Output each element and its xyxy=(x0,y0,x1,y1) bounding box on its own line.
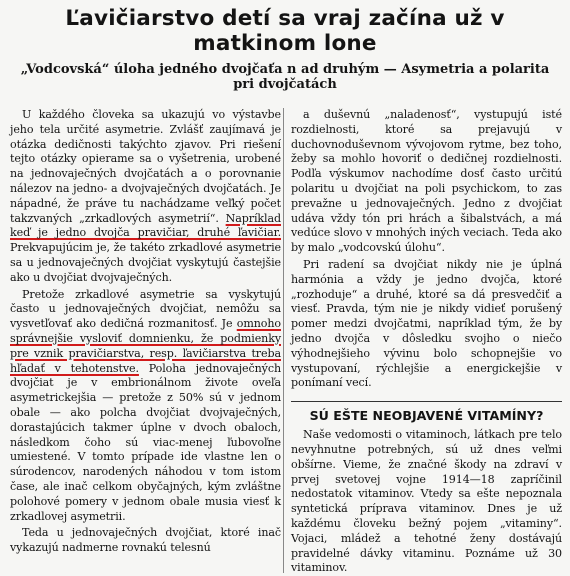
headline: Ľavičiarstvo detí sa vraj začína už v matkinom lone xyxy=(65,6,505,56)
paragraph-2-end: Poloha jednovaječných dvojčiat je v embrionálnom živote oveľa asymetrickejšia — pretože z 50% sú v jednom obale — ako polcha dvojčiat dvojvaječných, dorastajúcich takmer úplne v dvoch obaloch, následkom čoho sú viac-menej ľubovoľne umiestené. V tomto prípade ide vlastne len o súrodencov, narodených náhodou v tom istom čase, ale inač celkom obyčajných, kým zvláštne polohové pomery v jednom obale musia viesť k zrkadlovej asymetrii. xyxy=(10,361,281,523)
section-rule xyxy=(291,401,562,402)
paragraph-2-start: Pretože zrkadlové asymetrie sa vyskytujú často u jednovaječných dvojčiat, nemôžu sa vysvetľovať ako dedičná rozmanitosť. Je xyxy=(10,287,281,331)
highlighted-text-1: Napríklad keď je jedno dvojča pravičiar, druhé ľavičiar. xyxy=(10,211,281,240)
column-right xyxy=(291,108,562,576)
sidebar-body: Naše vedomosti o vitaminoch, látkach pre telo nevyhnutne potrebných, sú už dnes veľmi obšírne. Vieme, že značné škody na zdraví v prvej svetovej vojne 1914—18 zapríčinil nedostatok vitaminov. Vtedy sa ešte nepoznala syntetická príprava vitaminov. Dnes je už každému človeku bežný pojem „vitaminy“. Vojaci, mládež a tehotné ženy dostávajú pravidelné dávky vitaminu. Poznáme už 30 vitaminov. xyxy=(291,428,562,575)
paragraph-2 xyxy=(10,288,281,525)
subheadline: „Vodcovská“ úloha jedného dvojčaťa n ad druhým — Asymetria a polarita pri dvojčatách xyxy=(20,62,550,92)
sidebar-heading: SÚ EŠTE NEOBJAVENÉ VITAMÍNY? xyxy=(309,408,544,424)
highlighted-text-2: omnoho správnejšie vysloviť domnienku, že podmienky pre vznik pravičiarstva, resp. ľavičiarstva treba hľadať v tehotenstve. xyxy=(10,317,281,375)
paragraph-1 xyxy=(10,108,281,286)
paragraph-5: Pri radení sa dvojčiat nikdy nie je úplná harmónia a vždy je jedno dvojča, ktoré „rozhoduje“ a druhé, ktoré sa dá presvedčiť a viesť. Pravda, tým nie je nikdy vidieť porušený pomer medzi dvojčatmi, napríklad tým, že by jedno dvojča v dôsledku svojho o niečo výhodnejšieho vývinu bolo schopnejšie vo vystupovaní, rýchlejšie a energickejšie v ponímaní vecí. xyxy=(291,257,562,390)
paragraph-4: a duševnú „naladenosť“, vystupujú isté rozdielnosti, ktoré sa prejavujú v duchovnoduševnom vývojovom rytme, bez toho, žeby sa mohlo hovoriť o dedičnej rozdielnosti. Podľa výskumov nachodíme dosť často určitú polaritu u dvojčiat na poli psychickom, to zas prevažne u jednovaječných. Jedno z dvojčiat udáva vždy tón pri hrách a šibalstvách, a má vedúce slovo v mnohých iných veciach. Teda ako by malo „vodcovskú úlohu“. xyxy=(291,108,562,255)
paragraph-1-start: U každého človeka sa ukazujú vo výstavbe jeho tela určité asymetrie. Zvlášť zaujímavá je otázka dedičnosti takýchto zjavov. Pri riešení tejto otázky opierame sa o vyšetrenia, urobené na jednovaječných dvojčatách a o porovnanie nálezov na jedno- a dvojvaječných dvojčatách. Je nápadné, že práve tu nachádzame veľký počet takzvaných „zrkadlových asymetrií“. xyxy=(10,108,281,225)
column-left xyxy=(10,108,281,576)
paragraph-1-end: Prekvapujúcim je, že takéto zrkadlové asymetrie sa u jednovaječných dvojčiat vyskytujú častejšie ako u dvojčiat dvojvaječných. xyxy=(10,241,281,284)
article-columns xyxy=(10,108,562,576)
paragraph-3: Teda u jednovaječných dvojčiat, ktoré inač vykazujú nadmerne rovnakú telesnú xyxy=(10,526,281,555)
